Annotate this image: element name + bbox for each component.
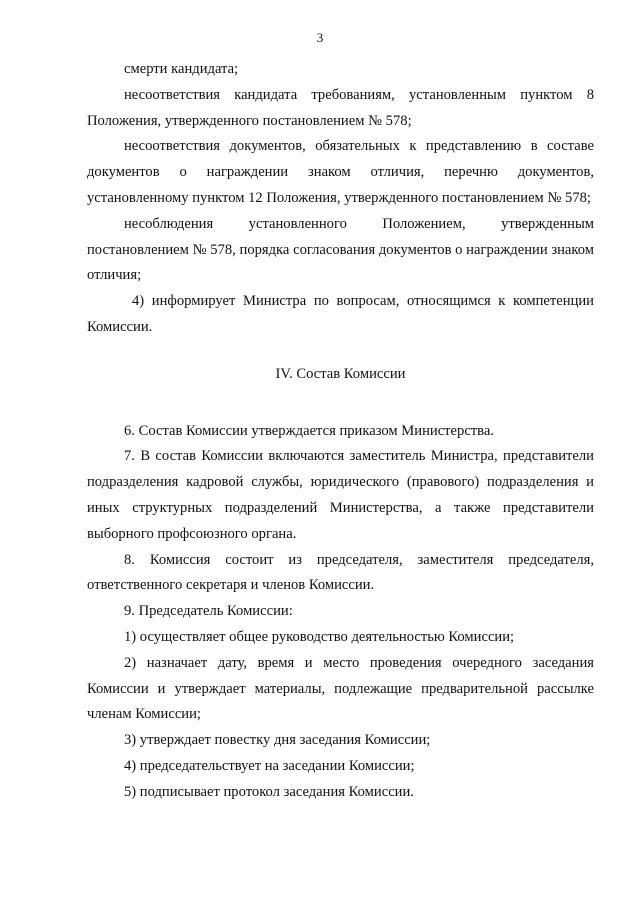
paragraph-chair-duty-4: 4) председательствует на заседании Комиссии; bbox=[124, 757, 415, 774]
section-heading: IV. Состав Комиссии bbox=[275, 365, 406, 382]
paragraph-requirements-mismatch: несоответствия кандидата требованиям, установленным пунктом 8 Положения, утвержденного постановлением № 578; bbox=[87, 86, 594, 129]
paragraph-item-6: 6. Состав Комиссии утверждается приказом Министерства. bbox=[124, 422, 495, 439]
spacer bbox=[87, 409, 594, 419]
paragraph-chair-duty-2: 2) назначает дату, время и место проведения очередного заседания Комиссии и утверждает материалы, подлежащие предварительной рассылке членам Комиссии; bbox=[87, 654, 594, 723]
paragraph-death-of-candidate: смерти кандидата; bbox=[124, 61, 239, 77]
paragraph-inform-minister: 4) информирует Министра по вопросам, относящимся к компетенции Комиссии. bbox=[87, 293, 594, 335]
paragraph-chair-duty-3: 3) утверждает повестку дня заседания Комиссии; bbox=[124, 732, 431, 749]
paragraph-approval-order-violation: несоблюдения установленного Положением, утвержденным постановлением № 578, порядка согласования документов о награждении знаком отличия; bbox=[87, 215, 594, 284]
document-body bbox=[87, 57, 594, 806]
paragraph-documents-mismatch: несоответствия документов, обязательных к представлению в составе документов о награждении знаком отличия, перечню документов, установленному пунктом 12 Положения, утвержденного постановлением № 578; bbox=[87, 138, 594, 206]
paragraph-item-7: 7. В состав Комиссии включаются заместитель Министра, представители подразделения кадровой службы, юридического (правового) подразделения и иных структурных подразделений Министерства, а также представители выборного профсоюзного органа. bbox=[87, 448, 594, 542]
paragraph-item-9: 9. Председатель Комиссии: bbox=[124, 603, 293, 620]
page-number: 3 bbox=[316, 30, 324, 45]
paragraph-chair-duty-5: 5) подписывает протокол заседания Комиссии. bbox=[124, 783, 414, 800]
paragraph-item-8: 8. Комиссия состоит из председателя, заместителя председателя, ответственного секретаря и членов Комиссии. bbox=[87, 551, 594, 594]
paragraph-chair-duty-1: 1) осуществляет общее руководство деятельностью Комиссии; bbox=[124, 628, 515, 645]
